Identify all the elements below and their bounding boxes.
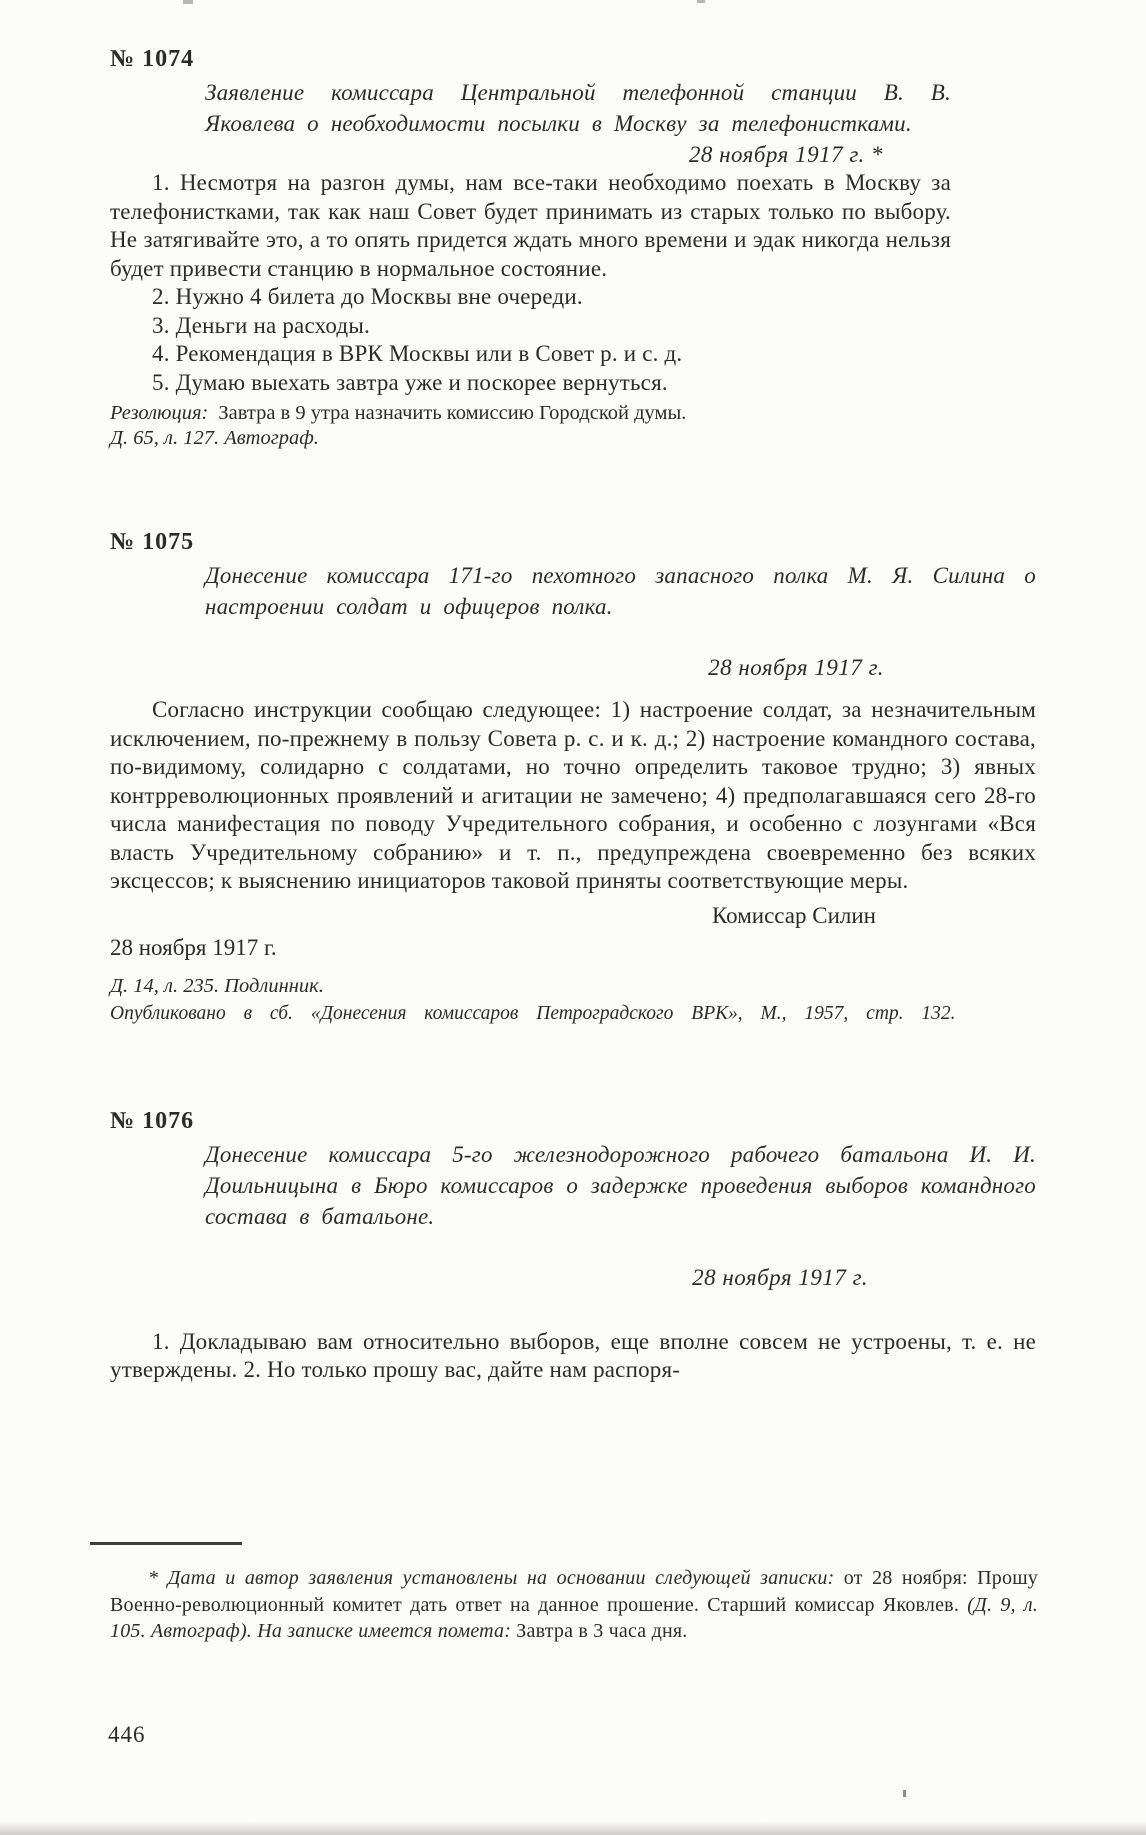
resolution-note	[110, 401, 951, 426]
document-number: № 1075	[110, 529, 195, 555]
document-date-below: 28 ноября 1917 г.	[110, 934, 277, 960]
document-1075	[110, 529, 1036, 1026]
archival-reference: Д. 65, л. 127. Автограф.	[110, 427, 319, 449]
publication-note: Опубликовано в сб. «Донесения комиссаров Петроградского ВРК», М., 1957, стр. 132.	[110, 1002, 956, 1024]
footnote-segment: (Д. 9, л. 105. Автограф). На записке имеется помета:	[110, 1593, 1039, 1642]
body-item: 4. Рекомендация в ВРК Москвы или в Совет р. и с. д.	[152, 341, 683, 366]
resolution-text: Завтра в 9 утра назначить комиссию Городской думы.	[218, 402, 687, 424]
document-date: 28 ноября 1917 г.	[692, 1264, 868, 1290]
scan-edge-shadow	[0, 1821, 1146, 1835]
document-1076	[110, 1108, 1036, 1385]
body-item: 2. Нужно 4 билета до Москвы вне очереди.	[152, 284, 583, 309]
archival-reference: Д. 14, л. 235. Подлинник.	[110, 974, 324, 997]
document-1074	[110, 46, 1036, 451]
footnote-segment: * Дата и автор заявления установлены на основании следующей записки:	[148, 1567, 844, 1589]
footnote-text	[110, 1565, 1038, 1645]
document-heading: Донесение комиссара 5-го железнодорожного рабочего батальона И. И. Доильницына в Бюро комиссаров о задержке проведения выборов командного состава в батальоне.	[205, 1141, 1036, 1229]
resolution-label: Резолюция:	[110, 402, 209, 424]
footnote-segment: Завтра в 3 часа дня.	[516, 1620, 688, 1642]
body-item: 3. Деньги на расходы.	[152, 312, 370, 338]
document-date: 28 ноября 1917 г. *	[688, 142, 883, 167]
footnote-segment: от 28 ноября: Прошу Военно-революционный комитет дать ответ на данное прошение. Старший комиссар Яковлев.	[110, 1567, 1038, 1616]
document-heading: Донесение комиссара 171-го пехотного запасного полка М. Я. Силина о настроении солдат и офицеров полка.	[205, 563, 1036, 619]
body-paragraph: Согласно инструкции сообщаю следующее: 1) настроение солдат, за незначительным исключением, по-прежнему в пользу Совета р. с. и к. д.; 2) настроение командного состава, по-видимому, солидарно с солдатами, но точно определить таковое трудно; 3) явных контрреволюционных проявлений и агитации не замечено; 4) предполагавшаяся сего 28-го числа манифестация по поводу Учредительного собрания, и особенно с лозунгами «Вся власть Учредительному собранию» и т. п., предупреждена своевременно без всяких эксцессов; к выяснению инициаторов таковой приняты соответствующие меры.	[110, 697, 1036, 893]
scan-speck	[903, 1790, 906, 1797]
footnote-block	[110, 1542, 1038, 1645]
signature: Комиссар Силин	[711, 902, 876, 928]
document-number: № 1076	[110, 1107, 195, 1134]
document-date: 28 ноября 1917 г.	[708, 655, 884, 680]
scan-speck	[183, 0, 193, 4]
body-paragraph: 1. Докладываю вам относительно выборов, еще вполне совсем не устроены, т. е. не утверждены. 2. Но только прошу вас, дайте нам распоря-	[110, 1328, 1036, 1382]
body-paragraph: 1. Несмотря на разгон думы, нам все-таки необходимо поехать в Москву за телефонистками, так как наш Совет будет принимать из старых только по выбору. Не затягивайте это, а то опять придется ждать много времени и эдак никогда нельзя будет привести станцию в нормальное состояние.	[110, 170, 951, 281]
body-item: 5. Думаю выехать завтра уже и поскорее вернуться.	[152, 369, 668, 395]
page-number: 446	[108, 1722, 146, 1747]
footnote-separator-rule	[90, 1542, 242, 1545]
scan-speck	[697, 0, 705, 3]
document-number: № 1074	[110, 46, 195, 72]
document-heading: Заявление комиссара Центральной телефонной станции В. В. Яковлева о необходимости посылки в Москву за телефонистками.	[205, 80, 951, 136]
